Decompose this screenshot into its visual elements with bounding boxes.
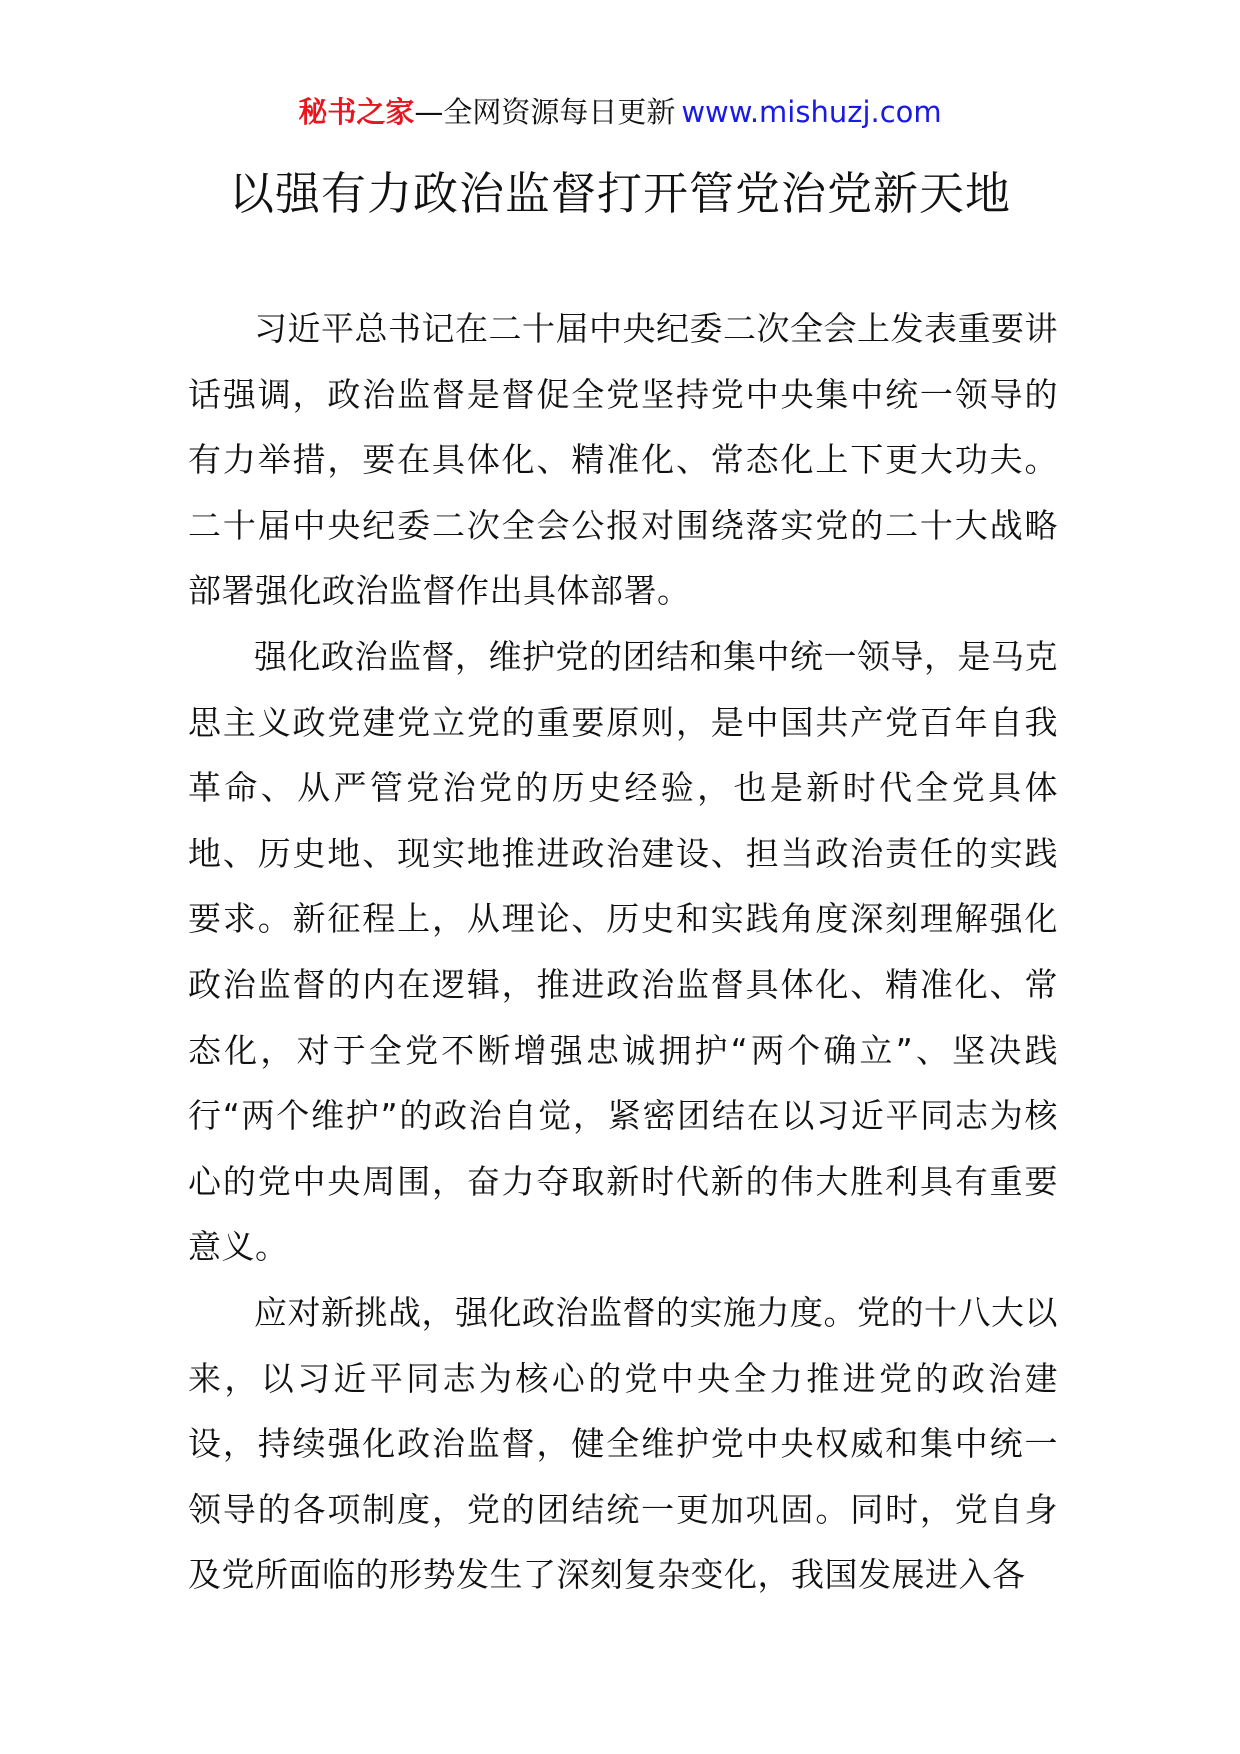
document-body [188,296,1058,1608]
slogan-text: —全网资源每日更新 [414,95,676,129]
site-header [0,92,1240,132]
document-title: 以强有力政治监督打开管党治党新天地 [228,167,1011,220]
paragraph-1: 习近平总书记在二十届中央纪委二次全会上发表重要讲话强调，政治监督是督促全党坚持党中央集中统一领导的有力举措，要在具体化、精准化、常态化上下更大功夫。二十届中央纪委二次全会公报对围绕落实党的二十大战略部署强化政治监督作出具体部署。 [188,309,1058,611]
paragraph-2: 强化政治监督，维护党的团结和集中统一领导，是马克思主义政党建党立党的重要原则，是中国共产党百年自我革命、从严管党治党的历史经验，也是新时代全党具体地、历史地、现实地推进政治建设、担当政治责任的实践要求。新征程上，从理论、历史和实践角度深刻理解强化政治监督的内在逻辑，推进政治监督具体化、精准化、常态化，对于全党不断增强忠诚拥护“两个确立”、坚决践行“两个维护”的政治自觉，紧密团结在以习近平同志为核心的党中央周围，奋力夺取新时代新的伟大胜利具有重要意义。 [188,636,1058,1267]
site-url-link[interactable]: www.mishuzj.com [681,95,942,129]
brand-name: 秘书之家 [298,95,415,129]
paragraph-3: 应对新挑战，强化政治监督的实施力度。党的十八大以来，以习近平同志为核心的党中央全力推进党的政治建设，持续强化政治监督，健全维护党中央权威和集中统一领导的各项制度，党的团结统一更加巩固。同时，党自身及党所面临的形势发生了深刻复杂变化，我国发展进入各 [188,1292,1058,1595]
